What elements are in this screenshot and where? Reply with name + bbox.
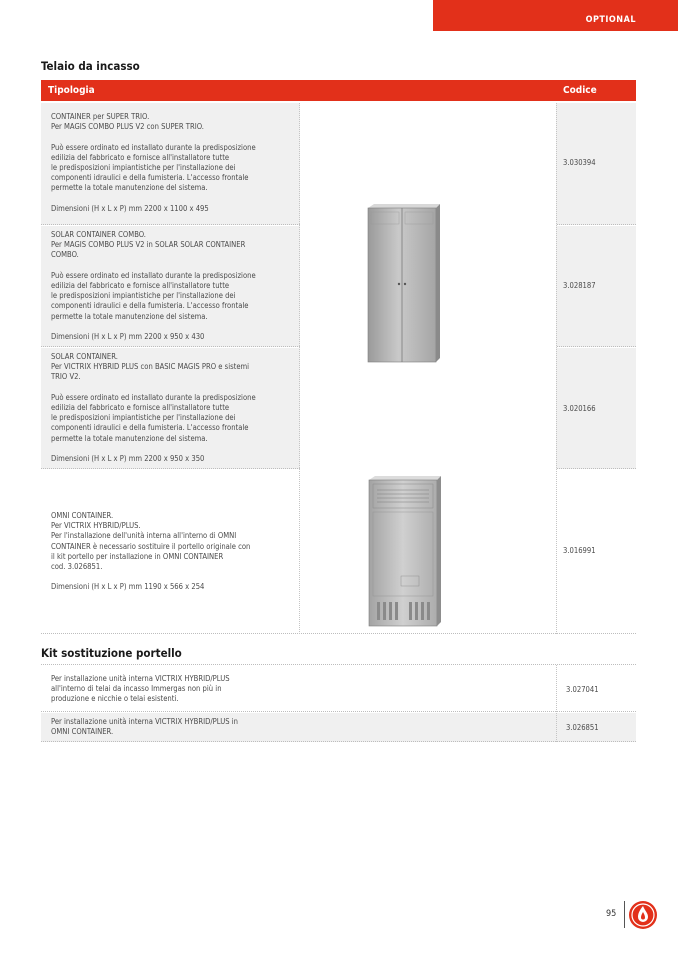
row-description: Per installazione unità interna VICTRIX HYBRID/PLUS in OMNI CONTAINER. xyxy=(51,717,238,737)
row-code: 3.026851 xyxy=(566,723,599,732)
row-code: 3.030394 xyxy=(563,158,596,167)
column-header-type: Tipologia xyxy=(48,85,95,96)
column-divider xyxy=(556,665,557,742)
row-description: CONTAINER per SUPER TRIO. Per MAGIS COMBO PLUS V2 con SUPER TRIO. Può essere ordinato ed installato durante la predisposizione edilizia del fabbricato e fornisce all'installatore tutte le predisposizioni impiantistiche per l'installazione dei componenti idraulici e della fumisteria. L'accesso frontale permette la totale manutenzione del sistema. Dimensioni (H x L x P) mm 2200 x 1100 x 495 xyxy=(51,112,256,213)
row-description: Per installazione unità interna VICTRIX HYBRID/PLUS all'interno di telai da incasso Immergas non più in produzione e nicchie o telai esistenti. xyxy=(51,674,230,704)
container-cabinet-image xyxy=(366,204,442,364)
brand-flame-icon xyxy=(628,900,658,930)
optional-tab xyxy=(433,0,678,31)
optional-label: OPTIONAL xyxy=(585,15,636,25)
column-divider xyxy=(299,103,300,634)
row-description: SOLAR CONTAINER COMBO. Per MAGIS COMBO PLUS V2 in SOLAR SOLAR CONTAINER COMBO. Può essere ordinato ed installato durante la predisposizione edilizia del fabbricato e fornisce all'installatore tutte le predisposizioni impiantistiche per l'installazione dei componenti idraulici e della fumisteria. L'accesso frontale permette la totale manutenzione del sistema. Dimensioni (H x L x P) mm 2200 x 950 x 430 xyxy=(51,230,256,342)
table-row xyxy=(41,664,636,712)
column-header-code: Codice xyxy=(563,85,597,96)
table-header xyxy=(41,80,636,101)
row-code: 3.020166 xyxy=(563,404,596,413)
omni-container-image xyxy=(367,476,443,628)
row-code: 3.016991 xyxy=(563,546,596,555)
section-title-kit: Kit sostituzione portello xyxy=(41,646,182,660)
section-title-telaio: Telaio da incasso xyxy=(41,59,140,73)
page-number: 95 xyxy=(606,909,617,919)
row-description: OMNI CONTAINER. Per VICTRIX HYBRID/PLUS. Per l'installazione dell'unità interna all'interno di OMNI CONTAINER è necessario sostituire il portello originale con il kit portello per installazione in OMNI CONTAINER cod. 3.026851. Dimensioni (H x L x P) mm 1190 x 566 x 254 xyxy=(51,511,251,592)
row-description: SOLAR CONTAINER. Per VICTRIX HYBRID PLUS con BASIC MAGIS PRO e sistemi TRIO V2. Può essere ordinato ed installato durante la predisposizione edilizia del fabbricato e fornisce all'installatore tutte le predisposizioni impiantistiche per l'installazione dei componenti idraulici e della fumisteria. L'accesso frontale permette la totale manutenzione del sistema. Dimensioni (H x L x P) mm 2200 x 950 x 350 xyxy=(51,352,256,464)
footer-divider xyxy=(624,901,625,928)
row-code: 3.028187 xyxy=(563,281,596,290)
table-row xyxy=(41,713,636,742)
row-code: 3.027041 xyxy=(566,685,599,694)
column-divider xyxy=(556,103,557,634)
